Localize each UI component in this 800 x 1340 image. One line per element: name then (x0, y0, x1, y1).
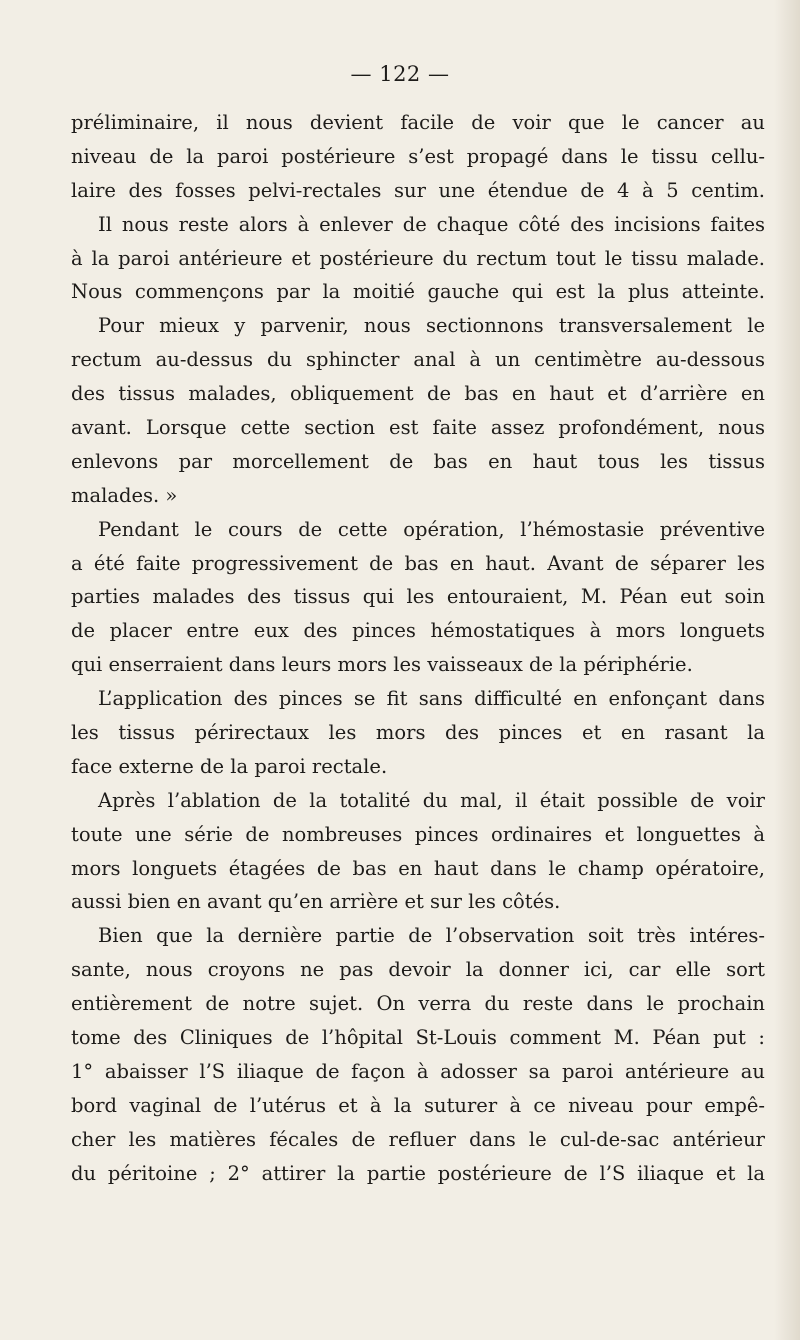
text-line: entièrement de notre sujet. On verra du reste dans le prochain (71, 992, 765, 1016)
text-line: Nous commençons par la moitié gauche qui est la plus atteinte. (71, 280, 765, 304)
page-number: — 122 — (350, 62, 450, 86)
text-line: face externe de la paroi rectale. (71, 754, 388, 778)
text-line: rectum au-dessus du sphincter anal à un centimètre au-dessous (71, 348, 765, 372)
text-line: niveau de la paroi postérieure s’est propagé dans le tissu cellu- (71, 144, 765, 168)
text-line: malades. » (71, 483, 178, 507)
text-line: cher les matières fécales de refluer dans le cul-de-sac antérieur (71, 1127, 765, 1151)
text-line: toute une série de nombreuses pinces ordinaires et longuettes à (71, 822, 765, 846)
body-text (71, 106, 765, 1191)
text-line: laire des fosses pelvi-rectales sur une étendue de 4 à 5 centim. (71, 178, 765, 202)
text-line: a été faite progressivement de bas en haut. Avant de séparer les (71, 551, 765, 575)
text-line: les tissus périrectaux les mors des pinces et en rasant la (71, 721, 765, 745)
page-edge-shadow (774, 0, 800, 1340)
text-line: sante, nous croyons ne pas devoir la donner ici, car elle sort (71, 958, 765, 982)
text-line: à la paroi antérieure et postérieure du rectum tout le tissu malade. (71, 246, 765, 270)
text-line: qui enserraient dans leurs mors les vaisseaux de la périphérie. (71, 653, 693, 677)
text-line: du péritoine ; 2° attirer la partie postérieure de l’S iliaque et la (71, 1161, 765, 1185)
text-line: de placer entre eux des pinces hémostatiques à mors longuets (71, 619, 765, 643)
text-line: Pendant le cours de cette opération, l’hémostasie préventive (98, 517, 765, 541)
text-line: Il nous reste alors à enlever de chaque côté des incisions faites (98, 212, 765, 236)
text-line: Après l’ablation de la totalité du mal, il était possible de voir (98, 788, 765, 812)
text-line: 1° abaisser l’S iliaque de façon à adosser sa paroi antérieure au (71, 1059, 765, 1083)
text-line: avant. Lorsque cette section est faite assez profondément, nous (71, 416, 765, 440)
text-line: aussi bien en avant qu’en arrière et sur les côtés. (71, 890, 561, 914)
text-line: parties malades des tissus qui les entouraient, M. Péan eut soin (71, 585, 765, 609)
text-line: des tissus malades, obliquement de bas en haut et d’arrière en (71, 382, 765, 406)
text-line: préliminaire, il nous devient facile de voir que le cancer au (71, 111, 765, 134)
text-line: Bien que la dernière partie de l’observation soit très intéres- (98, 924, 765, 948)
text-line: enlevons par morcellement de bas en haut tous les tissus (71, 449, 765, 473)
text-line: mors longuets étagées de bas en haut dans le champ opératoire, (71, 856, 765, 880)
text-line: Pour mieux y parvenir, nous sectionnons transversalement le (98, 314, 765, 338)
text-line: bord vaginal de l’utérus et à la suturer à ce niveau pour empê- (71, 1093, 765, 1117)
text-line: tome des Cliniques de l’hôpital St-Louis comment M. Péan put : (71, 1026, 765, 1050)
text-line: L’application des pinces se fit sans difficulté en enfonçant dans (98, 687, 765, 711)
